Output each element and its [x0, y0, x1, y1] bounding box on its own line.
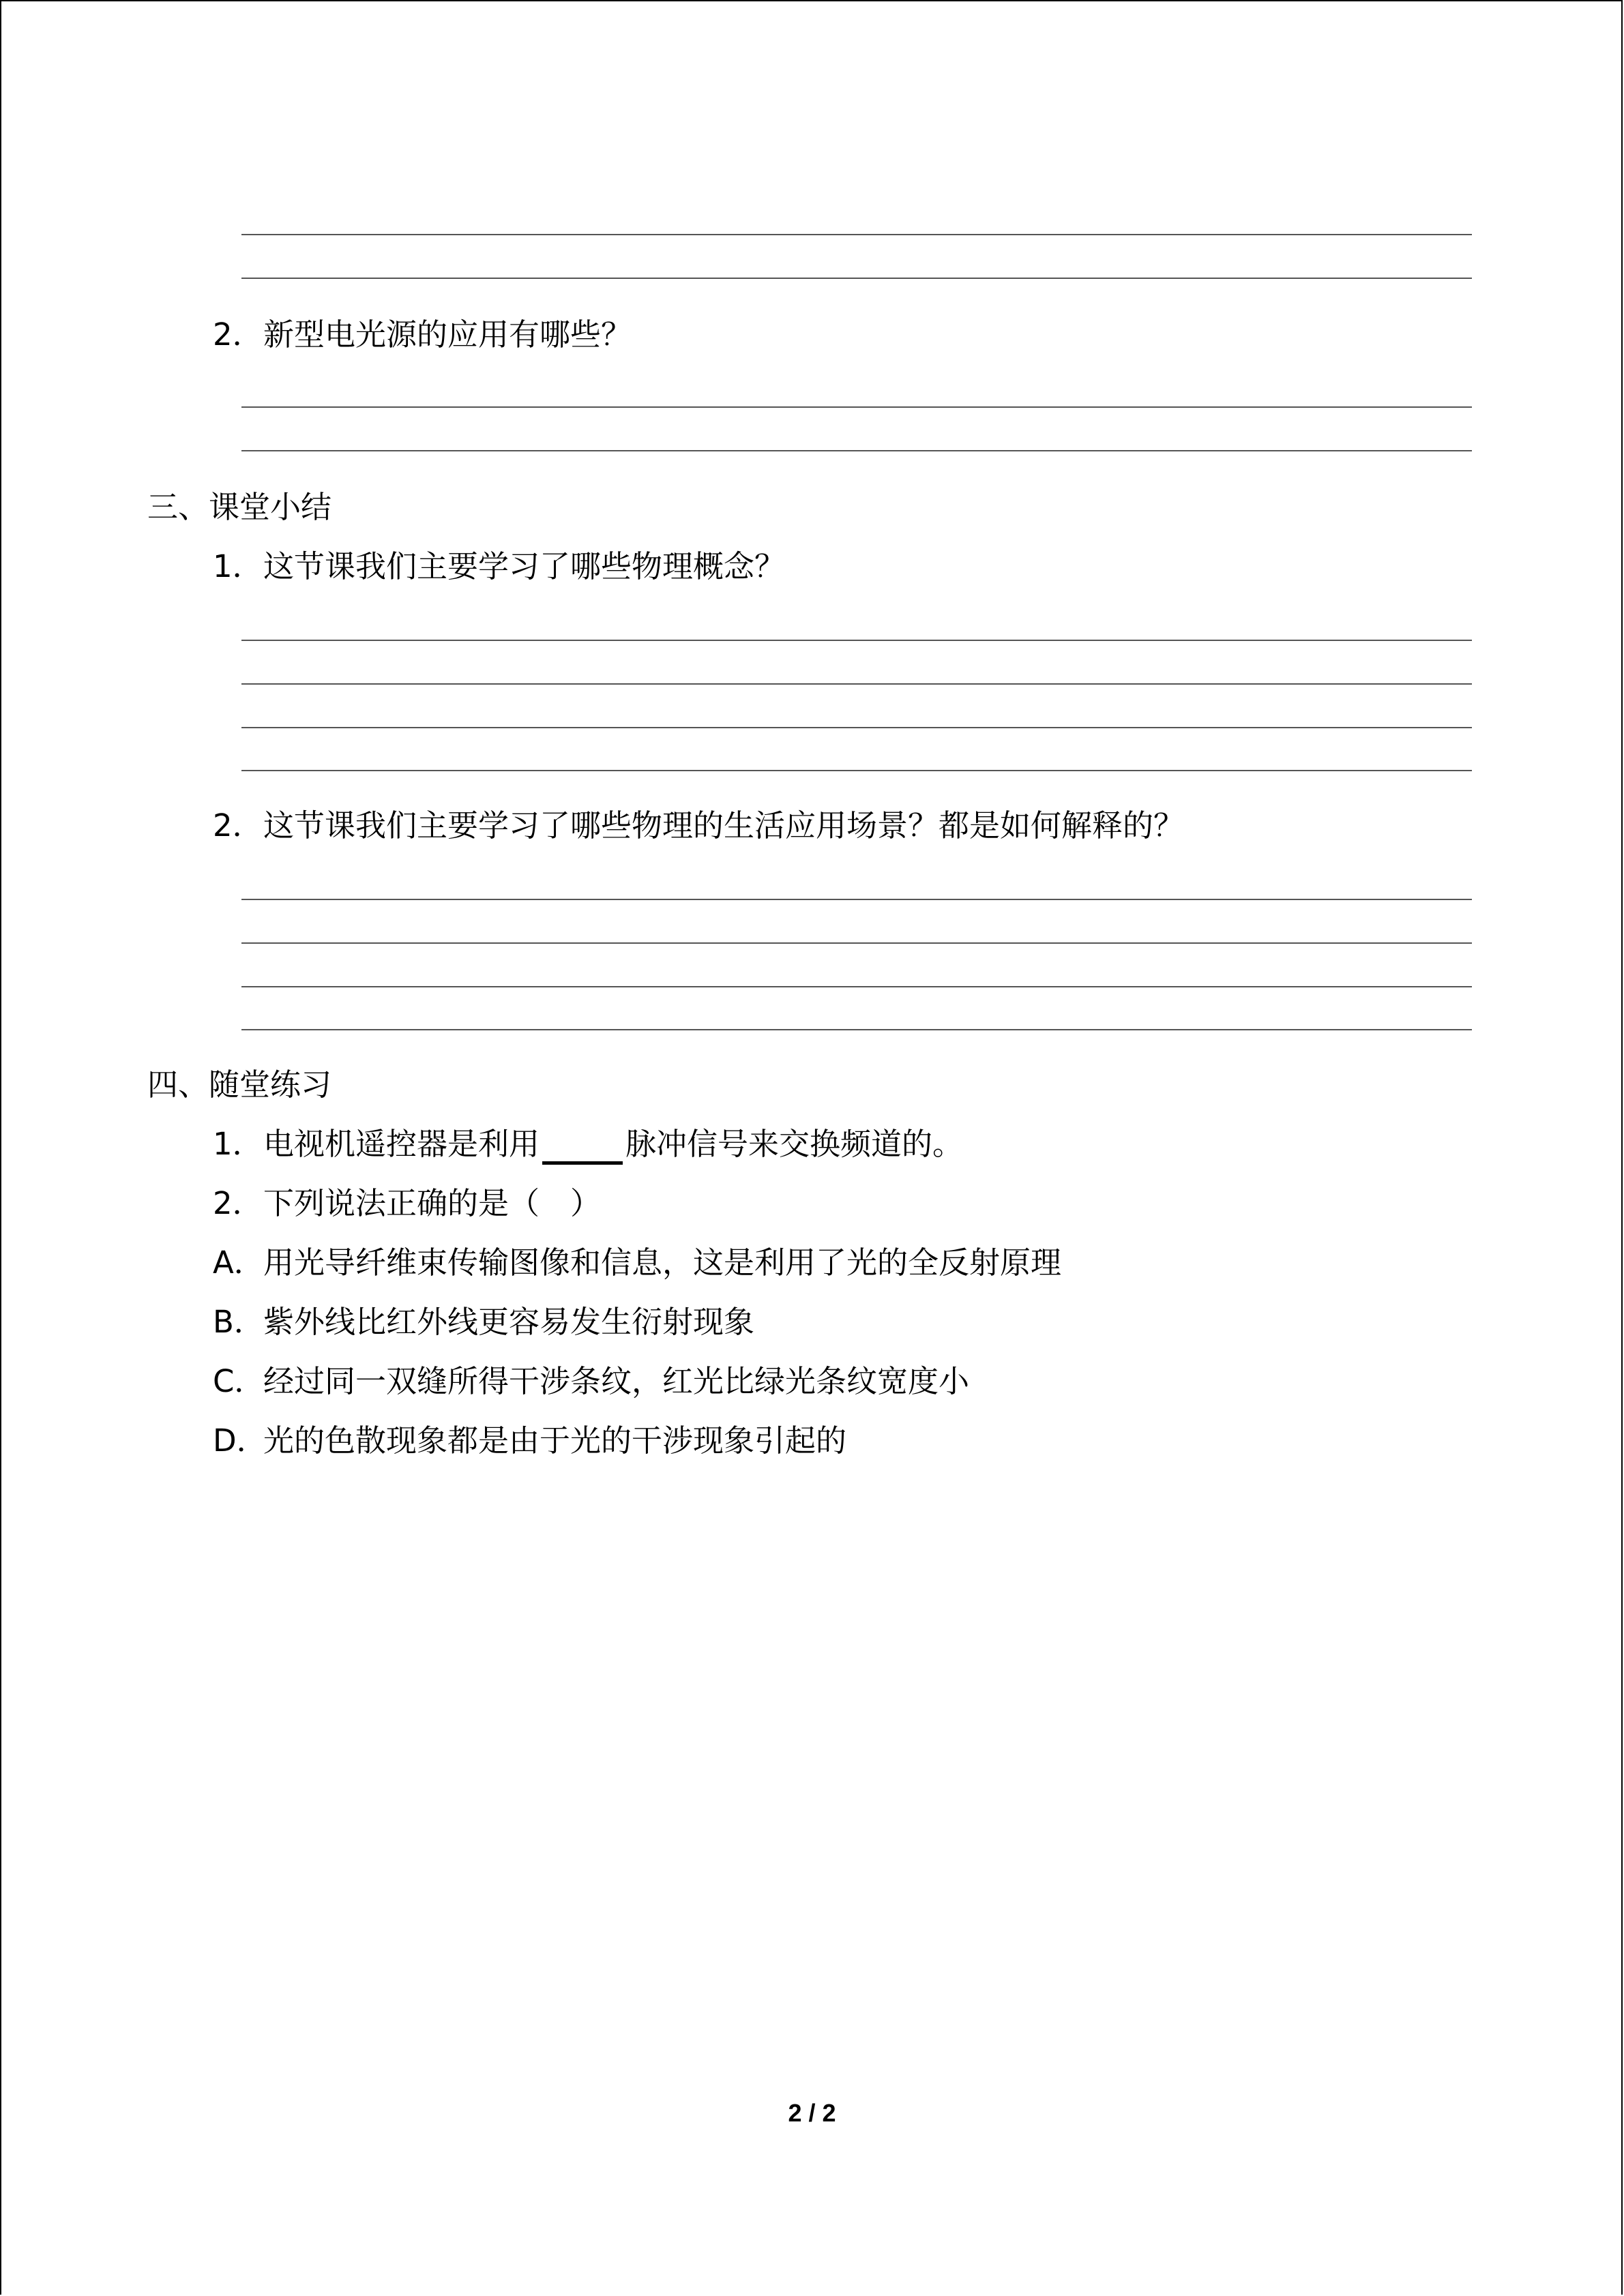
practice-question-1	[213, 1124, 963, 1165]
answer-line	[241, 278, 1472, 279]
fill-in-blank	[542, 1130, 623, 1165]
option-text: 经过同一双缝所得干涉条纹，红光比绿光条纹宽度小	[263, 1363, 970, 1399]
option-label: B．	[213, 1304, 265, 1340]
option-b	[213, 1302, 754, 1343]
question-number: 2．	[213, 1185, 263, 1221]
answer-line	[241, 683, 1472, 685]
section-heading-practice: 四、随堂练习	[147, 1067, 332, 1103]
answer-line	[241, 406, 1472, 408]
question-text-after-blank: 脉冲信号来交换频道的。	[625, 1126, 964, 1162]
question-number: 1．	[213, 1126, 263, 1162]
option-label: C．	[213, 1363, 265, 1399]
option-text: 用光导纤维束传输图像和信息，这是利用了光的全反射原理	[263, 1244, 1062, 1281]
question-text: 这节课我们主要学习了哪些物理概念？	[263, 548, 786, 584]
answer-line	[241, 986, 1472, 987]
option-label: D．	[213, 1422, 267, 1459]
question-1-concepts	[213, 546, 785, 587]
answer-line	[241, 899, 1472, 900]
answer-line	[241, 1029, 1472, 1030]
question-2-applications	[213, 805, 1184, 846]
option-c	[213, 1361, 969, 1402]
answer-line	[241, 234, 1472, 235]
question-2-new-light-sources	[213, 314, 632, 355]
section-heading-summary: 三、课堂小结	[147, 489, 332, 525]
option-text: 紫外线比红外线更容易发生衍射现象	[263, 1304, 755, 1340]
question-number: 2．	[213, 807, 263, 844]
question-number: 1．	[213, 548, 263, 584]
option-label: A．	[213, 1244, 265, 1281]
practice-question-2	[213, 1183, 601, 1224]
answer-line	[241, 640, 1472, 641]
question-text-before-blank: 电视机遥控器是利用	[263, 1126, 540, 1162]
answer-line	[241, 450, 1472, 451]
question-text: 新型电光源的应用有哪些？	[263, 316, 632, 353]
option-a	[213, 1242, 1061, 1283]
question-number: 2．	[213, 316, 263, 353]
page-number: 2 / 2	[788, 2099, 836, 2127]
answer-line	[241, 727, 1472, 728]
answer-line	[241, 942, 1472, 944]
option-d	[213, 1420, 846, 1461]
question-text: 下列说法正确的是（ ）	[263, 1185, 602, 1221]
option-text: 光的色散现象都是由于光的干涉现象引起的	[263, 1422, 847, 1459]
answer-line	[241, 770, 1472, 771]
question-text: 这节课我们主要学习了哪些物理的生活应用场景？都是如何解释的？	[263, 807, 1185, 844]
